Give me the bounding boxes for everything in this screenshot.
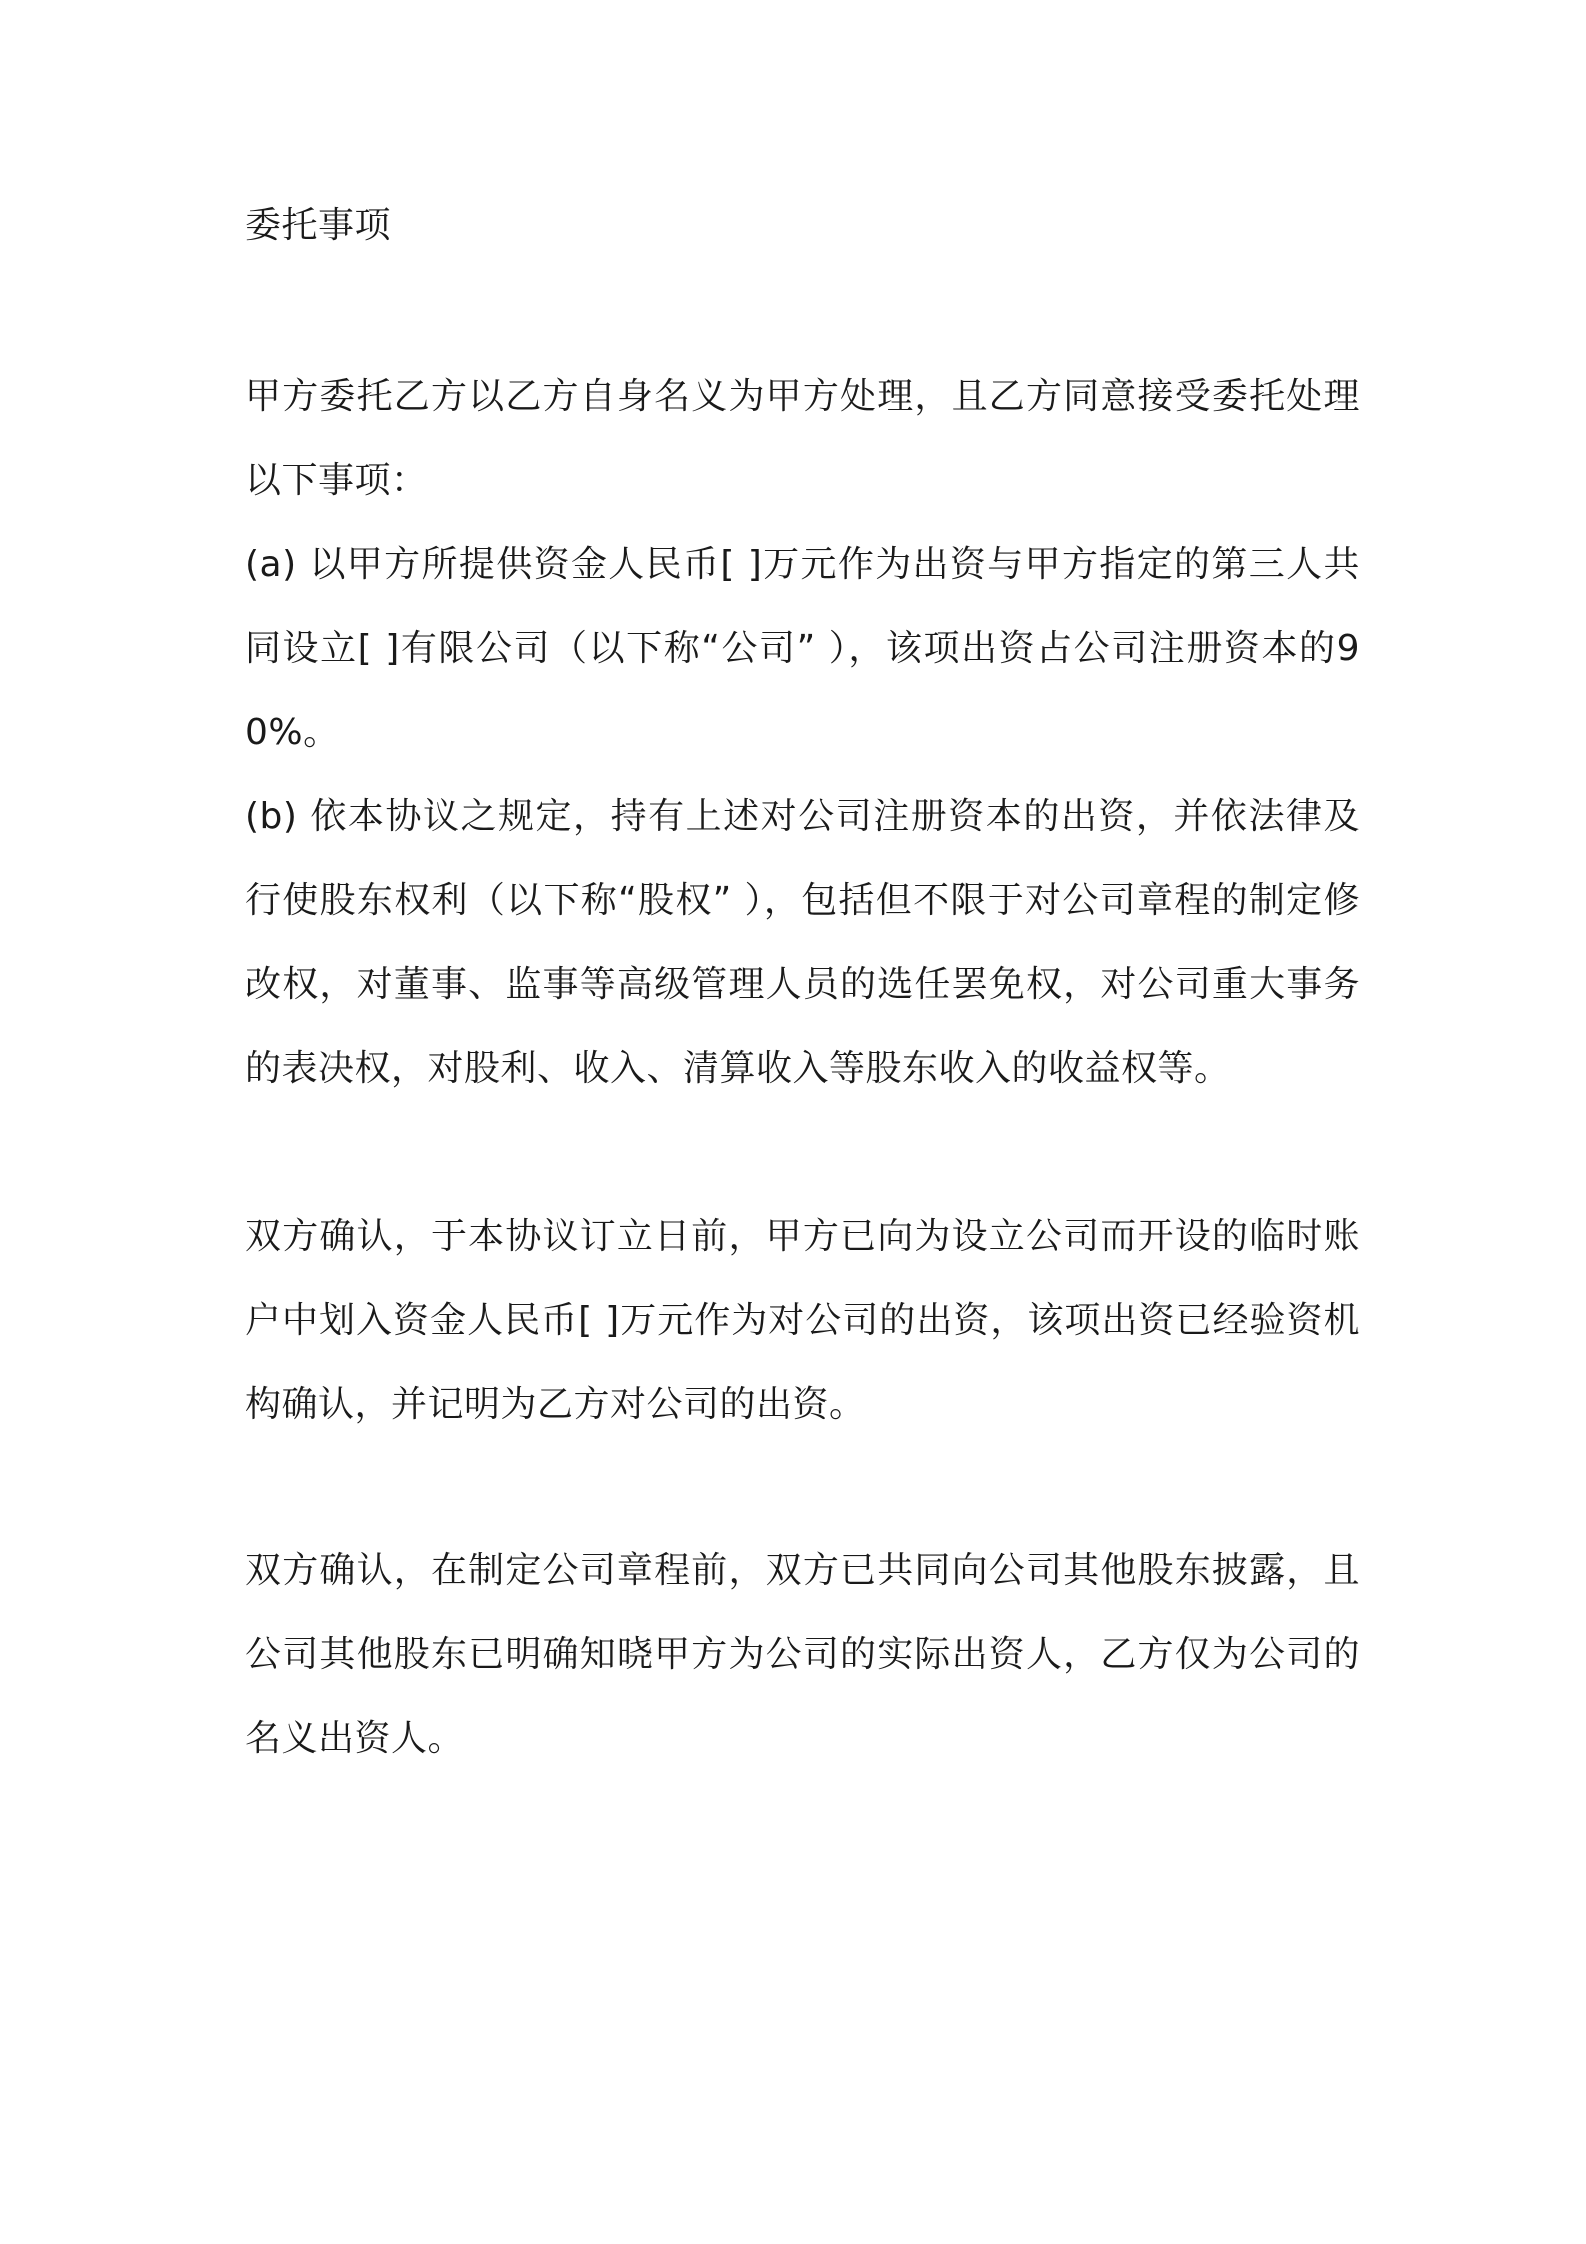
confirmation-paragraph-2: 双方确认，在制定公司章程前，双方已共同向公司其他股东披露，且公司其他股东已明确知晓甲方为公司的实际出资人，乙方仅为公司的名义出资人。: [245, 1550, 1360, 1759]
item-a-paragraph: (a) 以甲方所提供资金人民币[ ]万元作为出资与甲方指定的第三人共同设立[ ]有限公司（以下称“公司” ），该项出资占公司注册资本的90%。: [245, 544, 1360, 753]
section-heading: 委托事项: [245, 205, 392, 246]
item-b-paragraph: (b) 依本协议之规定，持有上述对公司注册资本的出资，并依法律及行使股东权利（以下称“股权” ），包括但不限于对公司章程的制定修改权，对董事、监事等高级管理人员的选任罢免权，对公司重大事务的表决权，对股利、收入、清算收入等股东收入的收益权等。: [245, 796, 1360, 1089]
confirmation-paragraph-1: 双方确认，于本协议订立日前，甲方已向为设立公司而开设的临时账户中划入资金人民币[ ]万元作为对公司的出资，该项出资已经验资机构确认，并记明为乙方对公司的出资。: [245, 1216, 1360, 1425]
intro-paragraph: 甲方委托乙方以乙方自身名义为甲方处理，且乙方同意接受委托处理以下事项：: [245, 376, 1360, 501]
